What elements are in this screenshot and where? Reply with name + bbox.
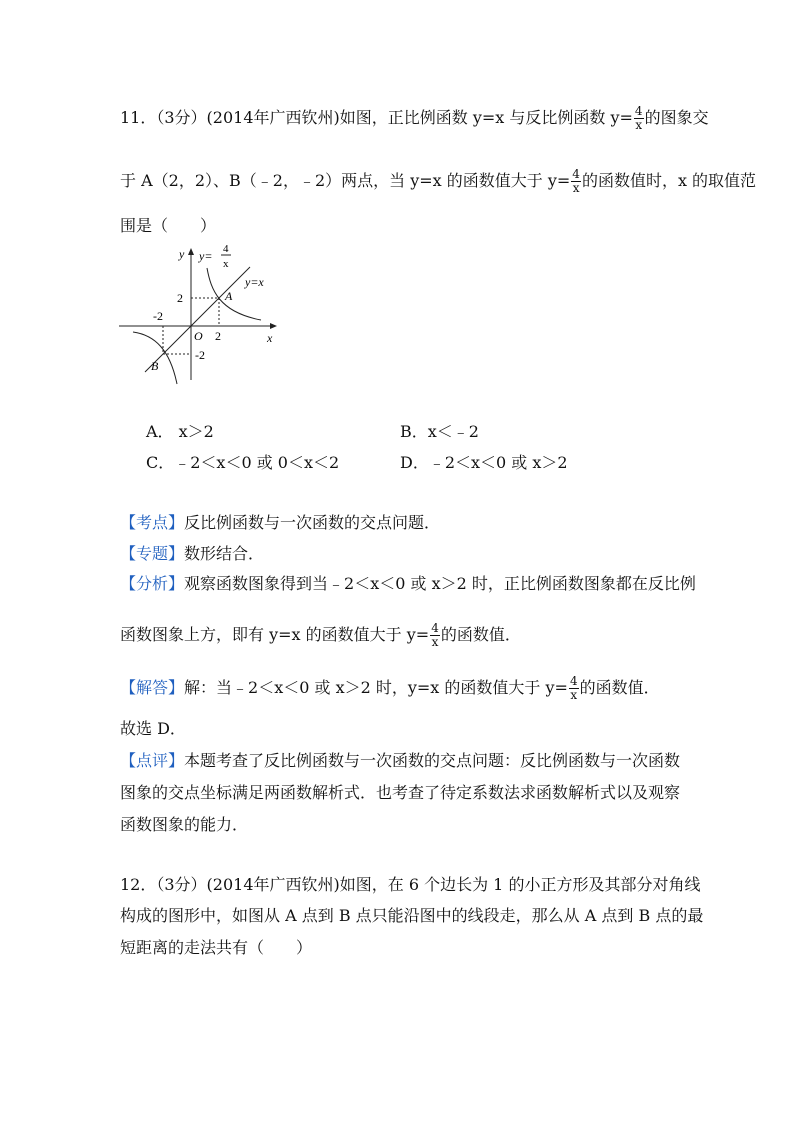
fraction-4-over-x: $\frac{4}{x}$ [572, 167, 580, 195]
fenxi-text-2a: 函数图象上方，即有 y=x 的函数值大于 y= [120, 625, 430, 644]
jieda-line [120, 675, 660, 702]
q11-line-1 [120, 105, 709, 132]
q11-line-3 [120, 215, 216, 237]
dianping-text-1: 本题考查了反比例函数与一次函数的交点问题：反比例函数与一次函数 [184, 751, 681, 770]
fenxi-text-1: 观察函数图象得到当﹣2＜x＜0 或 x＞2 时，正比例函数图象都在反比例 [184, 574, 696, 593]
guxuan-text: 故选 D． [120, 719, 186, 738]
label-hyperbola-den: x [223, 258, 229, 270]
q12-line-2 [120, 905, 703, 927]
q11-line-2 [120, 168, 756, 195]
dianping-line-3 [120, 814, 248, 836]
option-a: A． x＞2 [146, 422, 214, 441]
q11-text-1a: 11．（3分）(2014年广西钦州)如图，正比例函数 y=x 与反比例函数 y= [120, 108, 633, 127]
fenxi-line-1 [120, 573, 696, 595]
hyperbola-branch-lower [133, 332, 177, 384]
dianping-text-2: 图象的交点坐标满足两函数解析式．也考查了待定系数法求函数解析式以及观察 [120, 783, 681, 802]
jieda-tag: 【解答】 [120, 678, 185, 697]
label-hyperbola: y= [199, 249, 213, 263]
q12-text-2: 构成的图形中，如图从 A 点到 B 点只能沿图中的线段走，那么从 A 点到 B 点的最 [120, 906, 704, 925]
zhuanti-line [120, 543, 264, 565]
dianping-line-2 [120, 782, 680, 804]
q11-text-1b: 的图象交 [644, 108, 709, 127]
fraction-4-over-x: $\frac{4}{x}$ [431, 621, 439, 649]
label-A: A [225, 289, 233, 303]
label-y: y [179, 247, 185, 261]
jieda-text-b: 的函数值． [579, 678, 660, 697]
label-line: y=x [245, 275, 264, 289]
tick-2-y: 2 [177, 291, 183, 305]
fenxi-text-2b: 的函数值． [440, 625, 521, 644]
y-axis-arrow [188, 248, 194, 255]
kaodian-tag: 【考点】 [120, 513, 185, 532]
label-x: x [267, 331, 273, 345]
q12-line-1 [120, 874, 700, 896]
label-hyperbola-num: 4 [223, 243, 229, 255]
q12-text-3: 短距离的走法共有（ ） [120, 938, 313, 957]
dianping-line-1 [120, 750, 680, 772]
zhuanti-tag: 【专题】 [120, 544, 185, 563]
q11-text-2a: 于 A（2，2）、B（﹣2，﹣2）两点，当 y=x 的函数值大于 y= [120, 171, 571, 190]
option-d: D．﹣2＜x＜0 或 x＞2 [400, 453, 568, 472]
q11-text-3: 围是（ ） [120, 216, 217, 235]
jieda-text-a: 解：当﹣2＜x＜0 或 x＞2 时，y=x 的函数值大于 y= [184, 678, 568, 697]
kaodian-text: 反比例函数与一次函数的交点问题． [184, 513, 441, 532]
fenxi-line-2 [120, 622, 521, 649]
kaodian-line [120, 512, 440, 534]
fraction-4-over-x: $\frac{4}{x}$ [634, 104, 643, 132]
label-B: B [151, 359, 159, 373]
tick-minus2-x: -2 [153, 309, 163, 323]
tick-2-x: 2 [215, 329, 221, 343]
q11-text-2b: 的函数值时，x 的取值范 [581, 171, 757, 190]
fenxi-tag: 【分析】 [120, 574, 185, 593]
fraction-4-over-x: $\frac{4}{x}$ [569, 674, 578, 702]
dianping-tag: 【点评】 [120, 751, 185, 770]
guxuan-line [120, 718, 186, 740]
x-axis-arrow [270, 323, 277, 329]
q12-line-3 [120, 937, 312, 959]
zhuanti-text: 数形结合． [184, 544, 265, 563]
label-O: O [194, 329, 203, 343]
tick-minus2-y: -2 [195, 348, 205, 362]
q12-text-1: 12．（3分）(2014年广西钦州)如图，在 6 个边长为 1 的小正方形及其部分对角线 [120, 875, 701, 894]
dianping-text-3: 函数图象的能力． [120, 815, 249, 834]
option-c: C．﹣2＜x＜0 或 0＜x＜2 [146, 453, 340, 472]
option-b: B．x＜﹣2 [400, 422, 479, 441]
function-graph [115, 240, 285, 390]
